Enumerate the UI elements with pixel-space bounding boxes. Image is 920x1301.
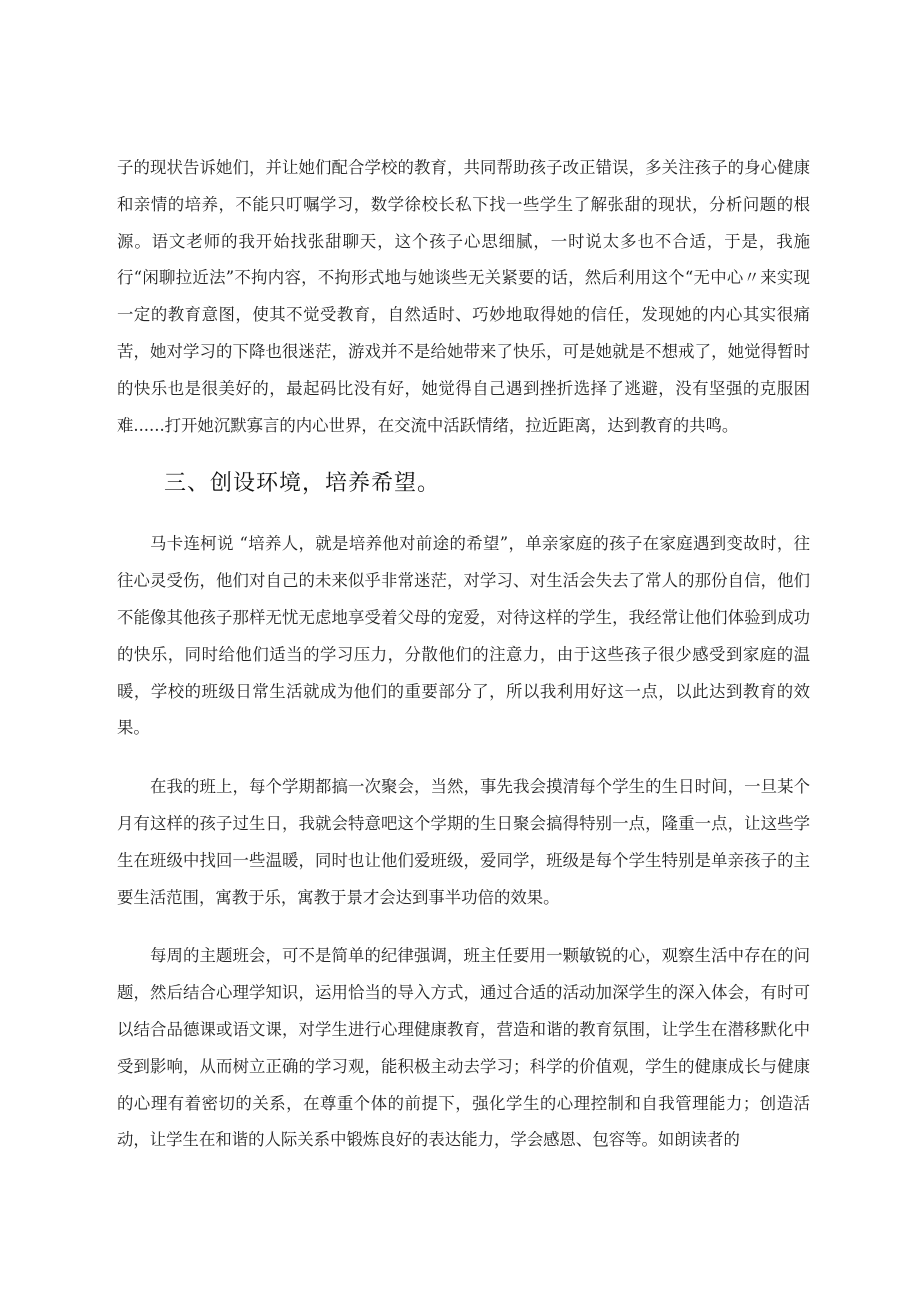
paragraph-continued: 子的现状告诉她们，并让她们配合学校的教育，共同帮助孩子改正错误，多关注孩子的身心健康和亲情的培养，不能只叮嘱学习，数学徐校长私下找一些学生了解张甜的现状，分析问题的根源。语文老师的我开始找张甜聊天，这个孩子心思细腻，一时说太多也不合适，于是，我施行“闲聊拉近法”不拘内容，不拘形式地与她谈些无关紧要的话，然后利用这个“无中心〃来实现一定的教育意图，使其不觉受教育，自然适时、巧妙地取得她的信任，发现她的内心其实很痛苦，她对学习的下降也很迷茫，游戏并不是给她带来了快乐，可是她就是不想戒了，她觉得暂时的快乐也是很美好的，最起码比没有好，她觉得自己遇到挫折选择了逃避，没有坚强的克服困难......打开她沉默寡言的内心世界，在交流中活跃情绪，拉近距离，达到教育的共鸣。 [117,158,810,435]
paragraph-birthday-party: 在我的班上，每个学期都搞一次聚会，当然，事先我会摸清每个学生的生日时间，一旦某个月有这样的孩子过生日，我就会特意吧这个学期的生日聚会搞得特别一点，隆重一点，让这些学生在班级中找回一些温暖，同时也让他们爱班级，爱同学，班级是每个学生特别是单亲孩子的主要生活范围，寓教于乐，寓教于景才会达到事半功倍的效果。 [117,777,810,907]
paragraph-makarenko: 马卡连柯说 “培养人，就是培养他对前途的希望”，单亲家庭的孩子在家庭遇到变故时，往往心灵受伤，他们对自己的未来似乎非常迷茫，对学习、对生活会失去了常人的那份自信，他们不能像其他孩子那样无忧无虑地享受着父母的宠爱，对待这样的学生，我经常让他们体验到成功的快乐，同时给他们适当的学习压力，分散他们的注意力，由于这些孩子很少感受到家庭的温暖，学校的班级日常生活就成为他们的重要部分了，所以我利用好这一点，以此达到教育的效果。 [117,534,810,738]
document-body [117,150,810,1159]
section-heading: 三、创设环境，培养希望。 [164,471,441,497]
paragraph-class-meeting: 每周的主题班会，可不是简单的纪律强调，班主任要用一颗敏锐的心，观察生活中存在的问题，然后结合心理学知识，运用恰当的导入方式，通过合适的活动加深学生的深入体会，有时可以结合品德课或语文课，对学生进行心理健康教育，营造和谐的教育氛围，让学生在潜移默化中受到影响，从而树立正确的学习观，能积极主动去学习；科学的价值观，学生的健康成长与健康的心理有着密切的关系，在尊重个体的前提下，强化学生的心理控制和自我管理能力；创造活动，让学生在和谐的人际关系中锻炼良好的表达能力，学会感恩、包容等。如朗读者的 [117,946,810,1150]
